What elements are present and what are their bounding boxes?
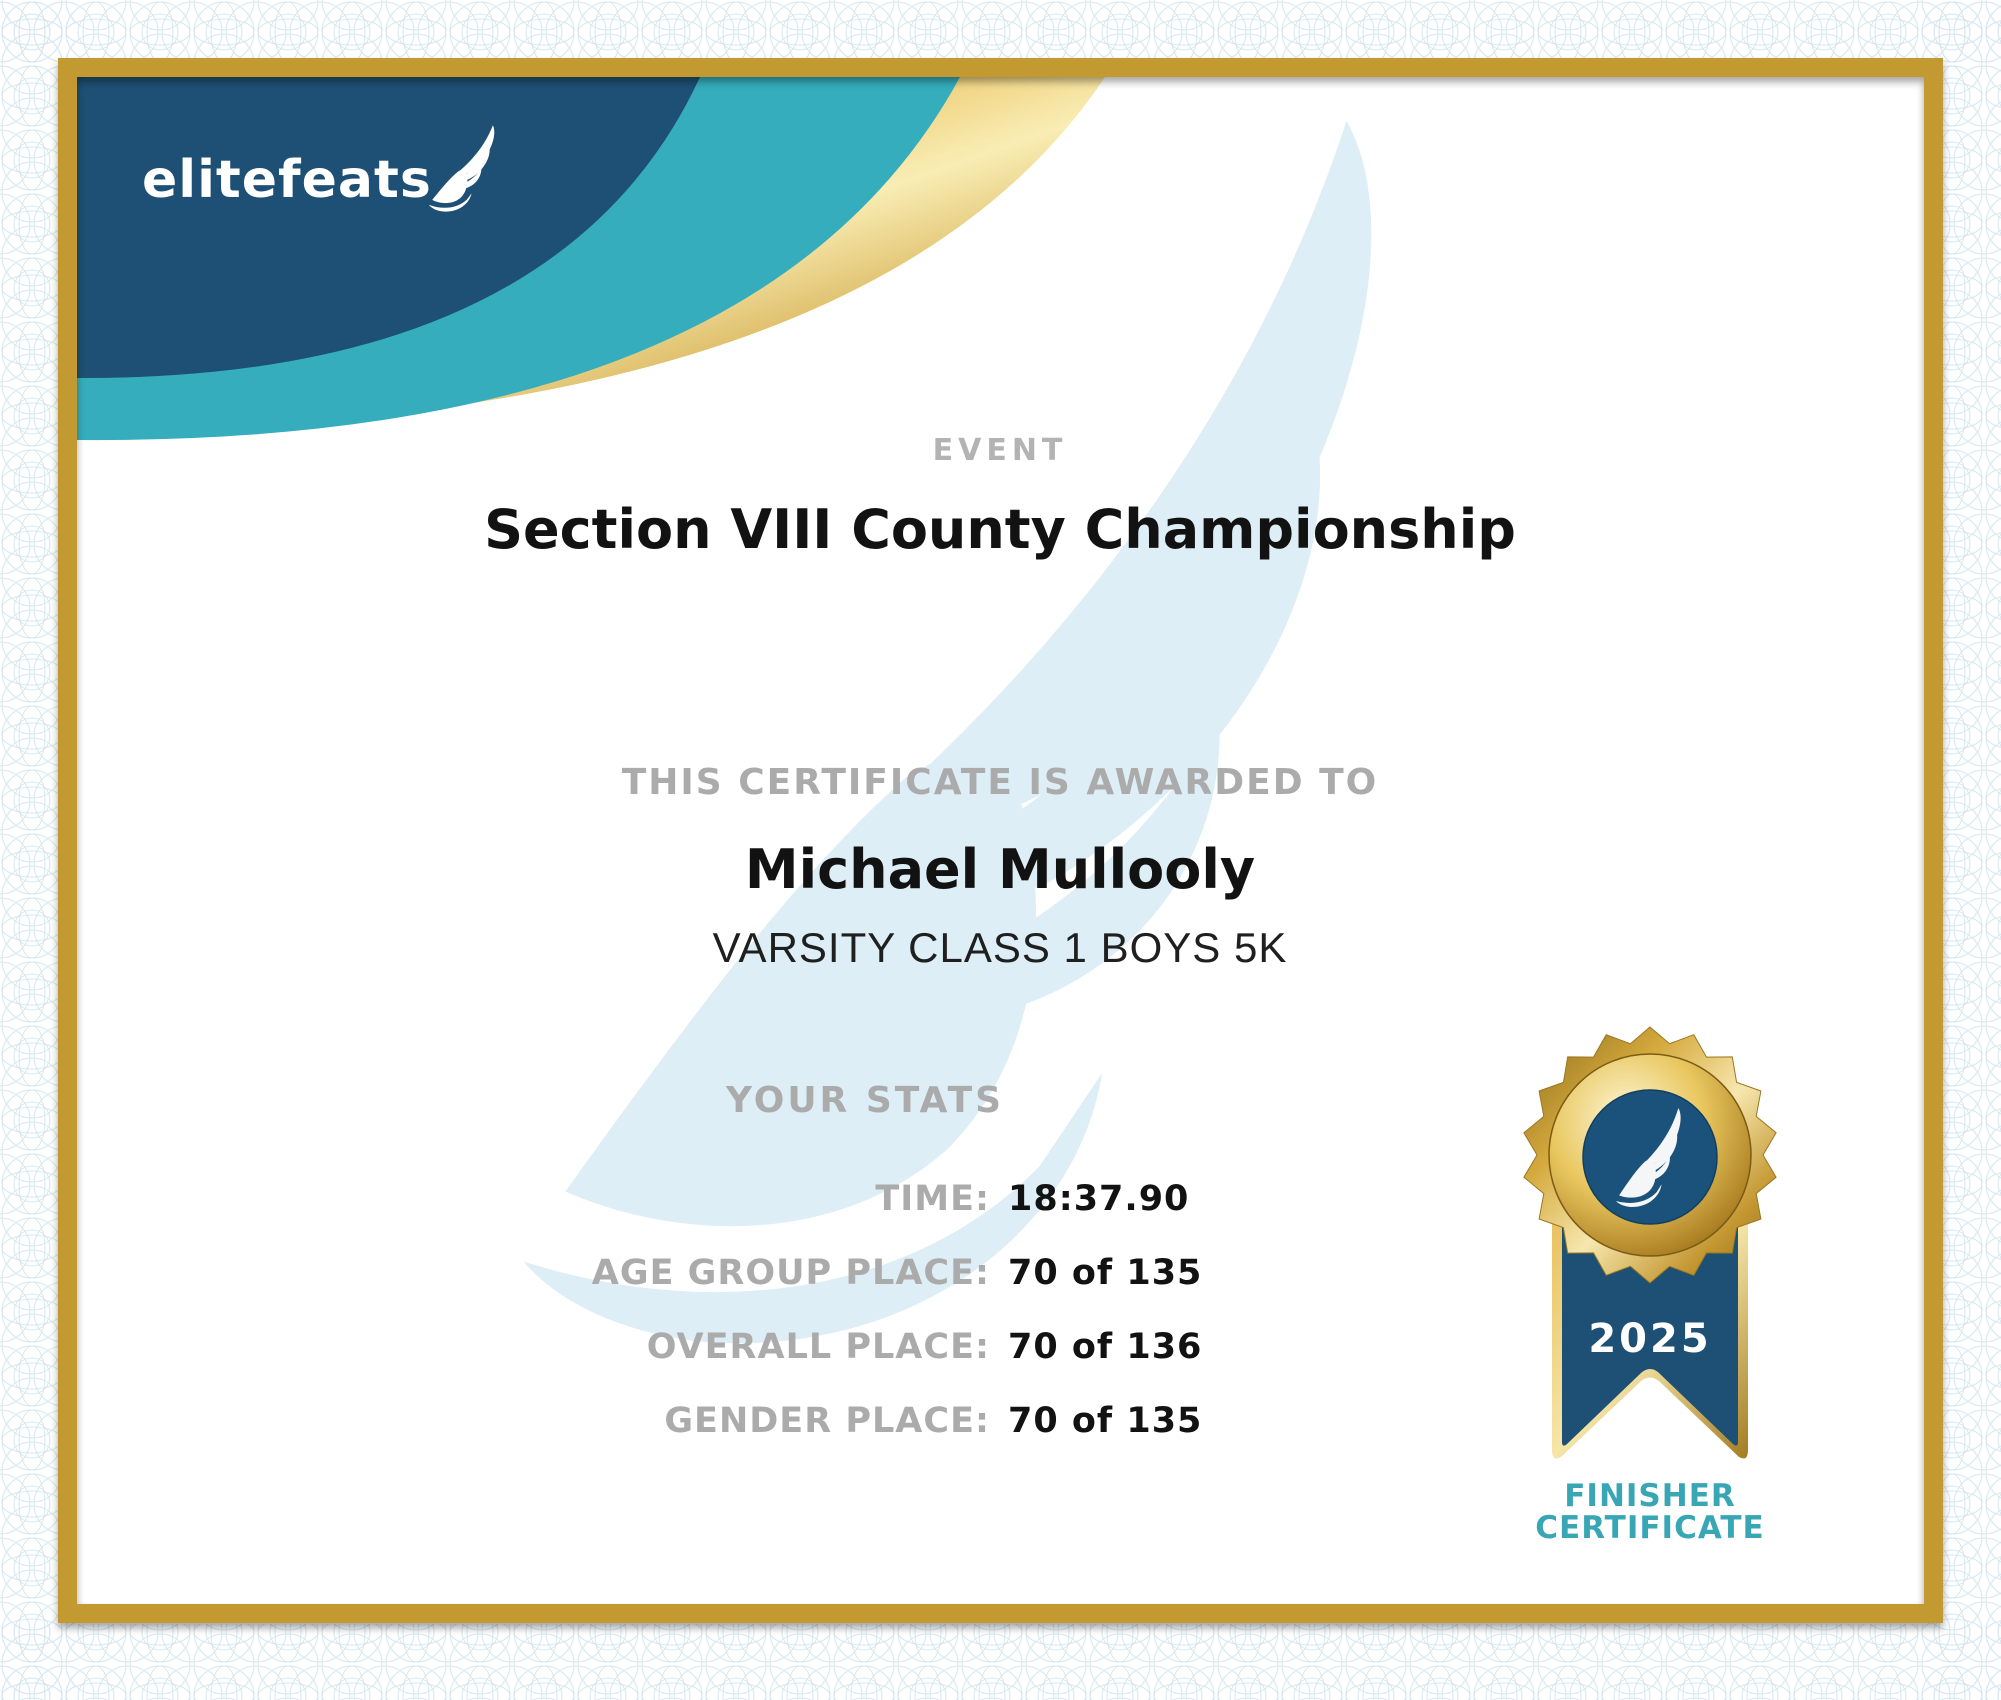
stat-value: 70 of 135 bbox=[1008, 1253, 1203, 1293]
stat-value: 70 of 136 bbox=[1008, 1327, 1203, 1367]
stat-label: OVERALL PLACE: bbox=[646, 1327, 990, 1367]
awarded-to-label: THIS CERTIFICATE IS AWARDED TO bbox=[621, 762, 1379, 803]
stat-label: AGE GROUP PLACE: bbox=[591, 1253, 990, 1293]
your-stats-title: YOUR STATS bbox=[725, 1080, 1005, 1121]
stat-label: TIME: bbox=[875, 1179, 990, 1219]
division-name: VARSITY CLASS 1 BOYS 5K bbox=[712, 924, 1288, 971]
stat-row-age-group-place bbox=[260, 1236, 1260, 1310]
event-name: Section VIII County Championship bbox=[484, 498, 1516, 561]
badge-certificate-label: CERTIFICATE bbox=[1535, 1510, 1765, 1546]
badge-center-circle bbox=[1583, 1090, 1717, 1224]
stat-label: GENDER PLACE: bbox=[664, 1401, 990, 1441]
recipient-name: Michael Mullooly bbox=[744, 838, 1256, 901]
stat-row-overall-place bbox=[260, 1310, 1260, 1384]
stat-row-gender-place bbox=[260, 1384, 1260, 1458]
badge-year: 2025 bbox=[1588, 1316, 1712, 1362]
event-label: EVENT bbox=[932, 433, 1068, 468]
badge-finisher-label: FINISHER bbox=[1564, 1478, 1736, 1514]
logo-text: elitefeats bbox=[142, 150, 432, 210]
finisher-badge bbox=[1524, 1027, 1776, 1458]
stat-value: 18:37.90 bbox=[1008, 1179, 1190, 1219]
stat-value: 70 of 135 bbox=[1008, 1401, 1203, 1441]
header-swoosh bbox=[77, 77, 1105, 440]
stats-list bbox=[260, 1162, 1260, 1458]
stat-row-time bbox=[260, 1162, 1260, 1236]
